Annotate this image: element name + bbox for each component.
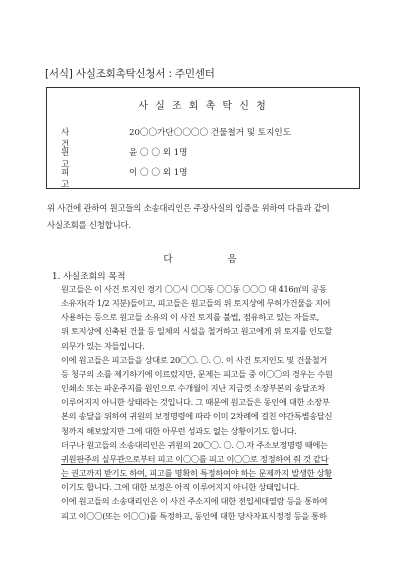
intro-line-2: 사실조회를 신청합니다. <box>47 219 131 230</box>
body-line: 위 토지상에 신축된 건물 등 일체의 시설을 철거하고 원고에게 위 토지를 인도할 <box>61 326 332 337</box>
body-line: 원고들은 이 사건 토지인 경기 〇〇시 〇〇동 〇〇동 〇〇〇 대 416㎡의 공동 <box>61 284 327 294</box>
body-line-underlined: 는 권고까지 받기도 하여, 피고를 명확히 특정하여야 하는 문제까지 발생한 상황 <box>61 468 332 479</box>
defendant-row <box>47 166 359 190</box>
box-title: 사 실 조 회 촉 탁 신 청 <box>138 101 268 112</box>
body-line: 인쇄소 또는 파운주지를 원인으로 수개월이 지난 지금껏 소장부본의 송달조차 <box>61 383 325 394</box>
body-line: 본의 송달을 위하여 귀원의 보정명령에 따라 이미 2차례에 걸친 야간특별송달신 <box>61 411 333 422</box>
body-line: 이루어지지 아니한 상태라는 것입니다. 그 때문에 원고들은 동인에 대한 소장부 <box>61 397 330 408</box>
body-line-underlined: 귀원판주의 실무관으로부터 피고 이〇〇를 피고 이〇〇로 정정하여 줘 것 같다 <box>61 453 329 464</box>
form-title: [서식] 사실조회촉탁신청서 : 주민센터 <box>45 68 215 80</box>
intro-paragraph <box>47 200 357 233</box>
body-line: 더구나 원고들의 소송대리인은 귀원의 20〇〇. 〇. 〇.자 주소보정명령 때에는 <box>61 439 328 450</box>
section-title: 다 음 <box>163 254 263 265</box>
body-line: 소유자(각 1/2 지분)들이고, 피고들은 원고들의 위 토지상에 무허가건물을 지어 <box>61 298 331 309</box>
body-line: 이에 원고들은 피고들을 상대로 20〇〇. 〇. 〇. 이 사건 토지인도 및 건물철거 <box>61 354 328 365</box>
body-line: 청까지 해보았지만 그에 대한 아무런 성과도 없는 상황이기도 합니다. <box>61 425 297 436</box>
intro-line-1: 위 사건에 관하여 원고들의 소송대리인은 주장사실의 입증을 위하여 다음과 같이 <box>47 203 330 213</box>
plaintiff-row <box>47 146 359 170</box>
application-header-box <box>46 87 360 189</box>
case-label: 사건 <box>61 128 94 150</box>
case-row <box>47 126 359 150</box>
body-line: 피고 이〇〇(또는 이〇〇)를 특정하고, 동인에 대한 당사자표시정정 등을 통하 <box>61 510 327 521</box>
defendant-value: 이 〇 〇 외 1명 <box>129 168 188 178</box>
body-line: 사용하는 등으로 원고들 소유의 이 사건 토지를 불법, 점유하고 있는 자들로, <box>61 312 320 323</box>
plaintiff-label: 원고 <box>61 148 94 170</box>
body-line: 이기도 합니다. 그에 대한 보정은 아직 이루어지지 아니한 상태입니다. <box>61 482 299 493</box>
defendant-label: 피고 <box>61 168 94 190</box>
body-text <box>52 282 352 523</box>
section-heading: 1. 사실조회의 목적 <box>52 272 126 282</box>
body-line: 의무가 있는 자들입니다. <box>61 340 145 351</box>
case-value: 20〇〇가단〇〇〇〇 건물철거 및 토지인도 <box>129 128 292 138</box>
body-line: 등 청구의 소를 제기하기에 이르렀지만, 문제는 피고들 중 이〇〇의 경우는 수원 <box>61 368 333 379</box>
plaintiff-value: 윤 〇 〇 외 1명 <box>129 148 188 158</box>
body-line: 이에 원고들의 소송대리인은 이 사건 주소지에 대한 전입세대열람 등을 통하여 <box>61 496 328 507</box>
